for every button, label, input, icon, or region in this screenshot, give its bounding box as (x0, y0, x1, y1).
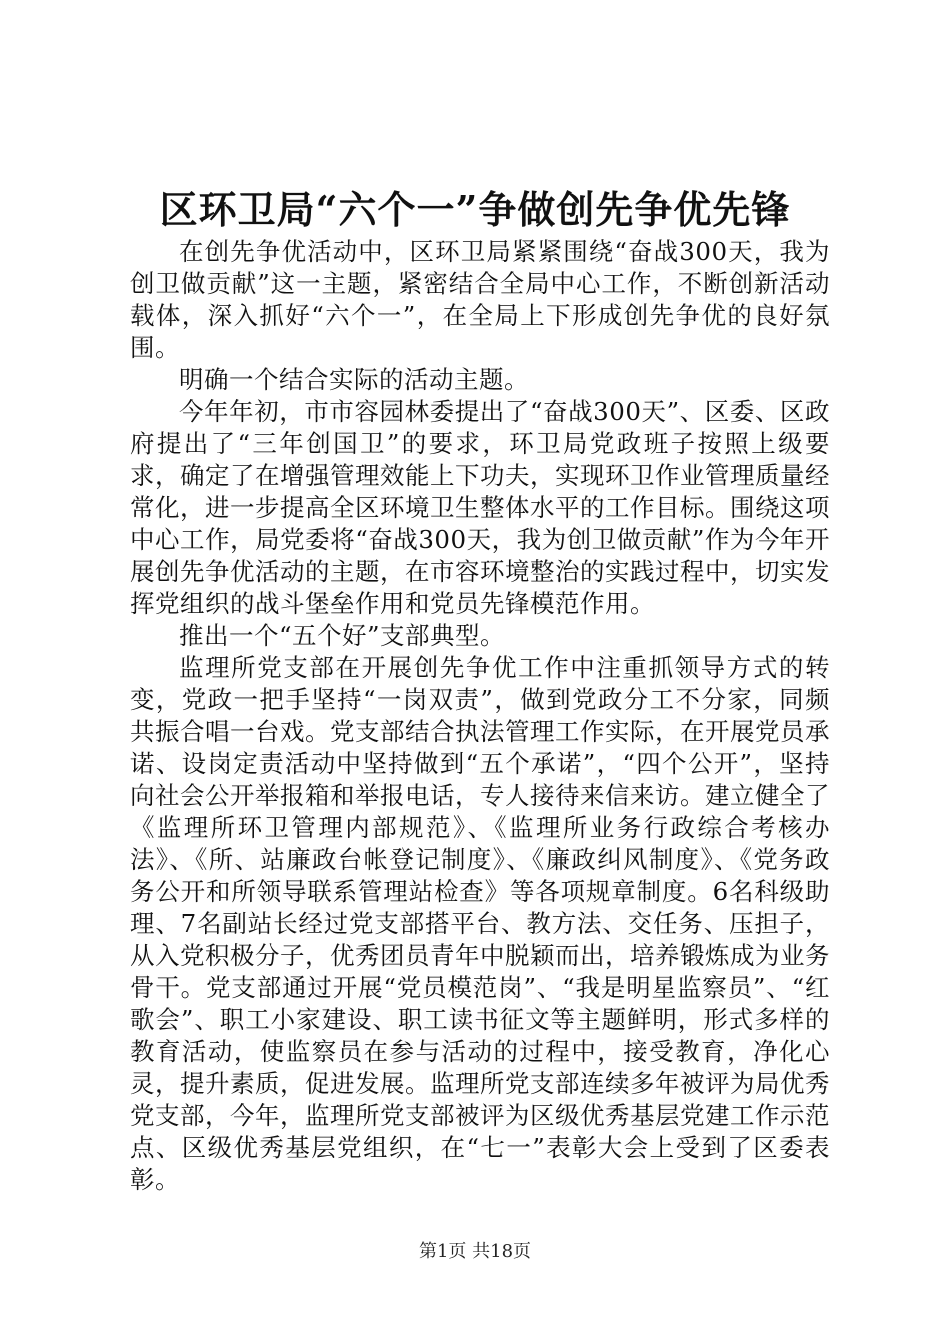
paragraph-heading-theme: 明确一个结合实际的活动主题。 (179, 365, 529, 394)
document-body (130, 236, 830, 1196)
paragraph-branch-detail: 监理所党支部在开展创先争优工作中注重抓领导方式的转变，党政一把手坚持“一岗双责”，做到党政分工不分家，同频共振合唱一台戏。党支部结合执法管理工作实际，在开展党员承诺、设岗定责活动中坚持做到“五个承诺”，“四个公开”，坚持向社会公开举报箱和举报电话，专人接待来信来访。建立健全了《监理所环卫管理内部规范》、《监理所业务行政综合考核办法》、《所、站廉政台帐登记制度》、《廉政纠风制度》、《党务政务公开和所领导联系管理站检查》等各项规章制度。6名科级助理、7名副站长经过党支部搭平台、教方法、交任务、压担子，从入党积极分子，优秀团员青年中脱颖而出，培养锻炼成为业务骨干。党支部通过开展“党员模范岗”、“我是明星监察员”、“红歌会”、职工小家建设、职工读书征文等主题鲜明，形式多样的教育活动，使监察员在参与活动的过程中，接受教育，净化心灵，提升素质，促进发展。监理所党支部连续多年被评为局优秀党支部，今年，监理所党支部被评为区级优秀基层党建工作示范点、区级优秀基层党组织，在“七一”表彰大会上受到了区委表彰。 (130, 653, 830, 1194)
paragraph-intro: 在创先争优活动中，区环卫局紧紧围绕“奋战300天，我为创卫做贡献”这一主题，紧密结合全局中心工作，不断创新活动载体，深入抓好“六个一”，在全局上下形成创先争优的良好氛围。 (130, 237, 830, 362)
paragraph-heading-branch: 推出一个“五个好”支部典型。 (179, 621, 506, 650)
document-title: 区环卫局“六个一”争做创先争优先锋 (159, 187, 791, 232)
page-number-footer: 第1页 共18页 (418, 1241, 532, 1262)
paragraph-theme-detail: 今年年初，市市容园林委提出了“奋战300天”、区委、区政府提出了“三年创国卫”的要求，环卫局党政班子按照上级要求，确定了在增强管理效能上下功夫，实现环卫作业管理质量经常化，进一步提高全区环境卫生整体水平的工作目标。围绕这项中心工作，局党委将“奋战300天，我为创卫做贡献”作为今年开展创先争优活动的主题，在市容环境整治的实践过程中，切实发挥党组织的战斗堡垒作用和党员先锋模范作用。 (130, 397, 830, 618)
